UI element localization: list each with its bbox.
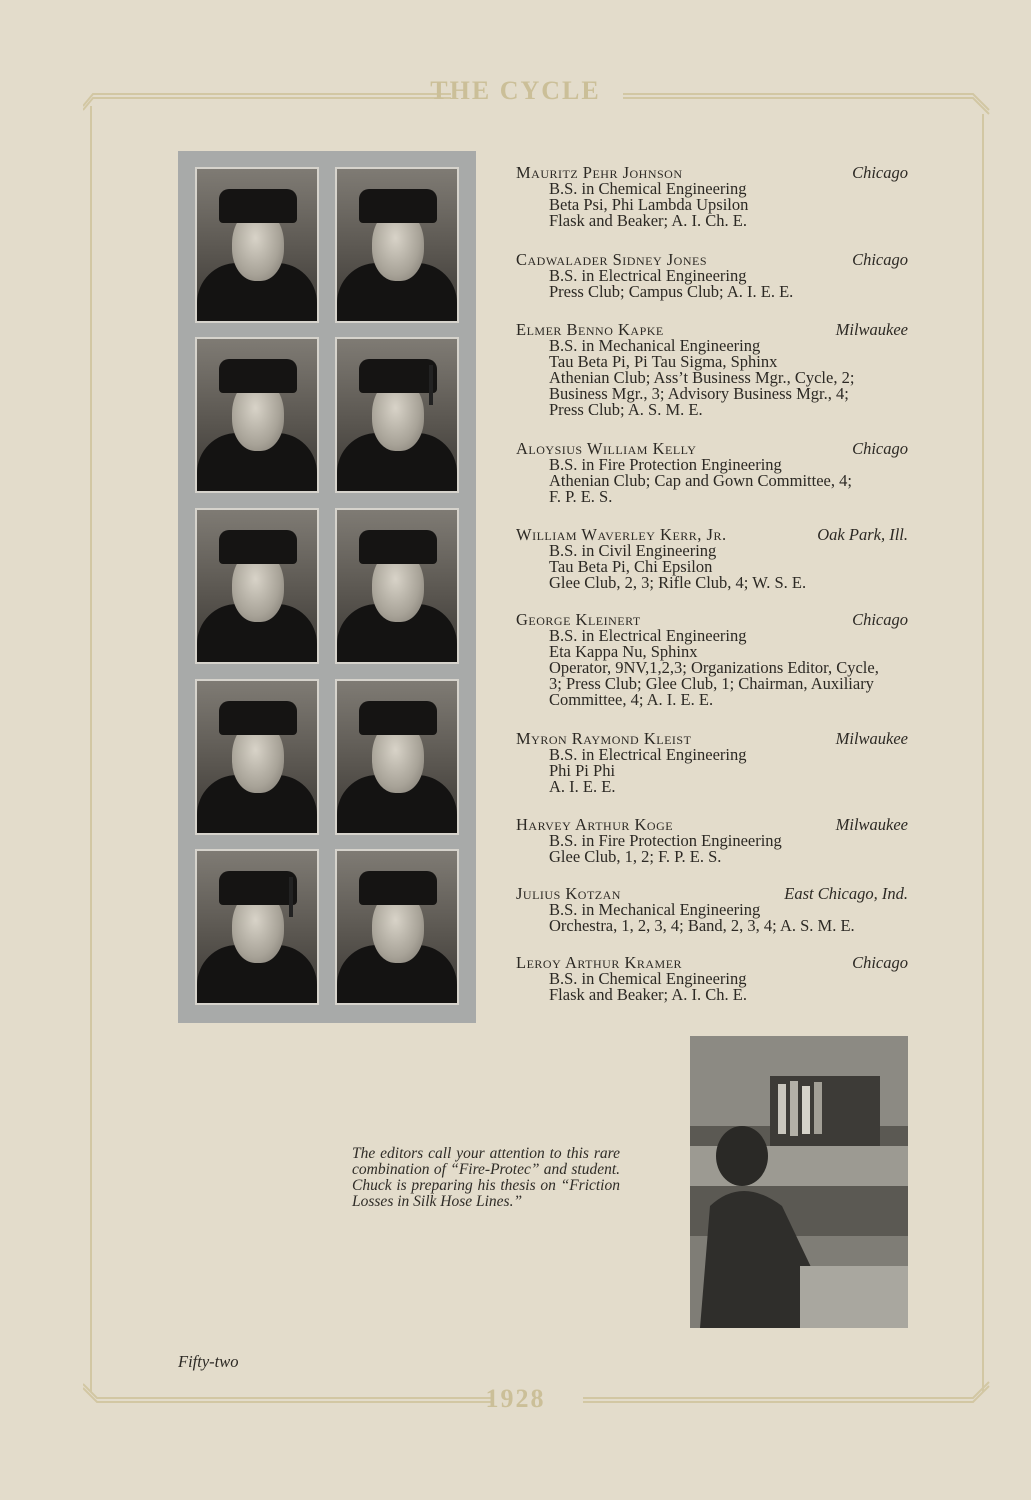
entry-kelly — [516, 440, 908, 505]
entry-city: Chicago — [852, 439, 908, 458]
portrait-kleinert — [335, 508, 459, 664]
entry-kapke — [516, 321, 908, 418]
entry-name: William Waverley Kerr, Jr. — [516, 525, 727, 544]
entry-city: Milwaukee — [835, 320, 908, 339]
entry-detail: Glee Club, 1, 2; F. P. E. S. — [549, 847, 722, 866]
portrait-johnson — [195, 167, 319, 323]
entry-kleist — [516, 730, 908, 795]
entry-city: Milwaukee — [835, 729, 908, 748]
entry-detail: B.S. in Civil Engineering — [549, 541, 717, 560]
portrait-kramer — [335, 849, 459, 1005]
entry-detail: B.S. in Chemical Engineering — [549, 969, 747, 988]
portrait-kotzan — [195, 849, 319, 1005]
entry-city: Chicago — [852, 610, 908, 629]
entry-detail: B.S. in Fire Protection Engineering — [549, 455, 782, 474]
entry-detail: B.S. in Mechanical Engineering — [549, 336, 761, 355]
entry-city: Oak Park, Ill. — [817, 525, 908, 544]
entry-name: Aloysius William Kelly — [516, 439, 697, 458]
entry-detail: Beta Psi, Phi Lambda Upsilon — [549, 195, 749, 214]
portrait-panel — [178, 151, 476, 1023]
entry-city: Chicago — [852, 163, 908, 182]
entry-detail: Phi Pi Phi — [549, 761, 616, 780]
page-footer-year: 1928 — [485, 1384, 546, 1413]
entry-detail: B.S. in Electrical Engineering — [549, 745, 747, 764]
entry-kotzan — [516, 885, 908, 934]
entry-name: Elmer Benno Kapke — [516, 320, 664, 339]
portrait-kleist — [195, 679, 319, 835]
entry-name: Cadwalader Sidney Jones — [516, 250, 708, 269]
entry-detail: B.S. in Electrical Engineering — [549, 626, 747, 645]
entry-koge — [516, 816, 908, 865]
photo-caption: The editors call your attention to this rare combination of “Fire-Protec” and student. Chuck is preparing his thesis on “Friction Losses in Silk Hose Lines.” — [352, 1145, 620, 1210]
entry-name: Leroy Arthur Kramer — [516, 953, 683, 972]
portrait-kerr — [195, 508, 319, 664]
entry-detail: Committee, 4; A. I. E. E. — [549, 690, 714, 709]
entry-detail: Business Mgr., 3; Advisory Business Mgr., 4; — [549, 384, 849, 403]
entry-detail: Tau Beta Pi, Pi Tau Sigma, Sphinx — [549, 352, 778, 371]
entry-detail: F. P. E. S. — [549, 487, 613, 506]
entry-detail: Press Club; A. S. M. E. — [549, 400, 703, 419]
entry-name: Myron Raymond Kleist — [516, 729, 692, 748]
portrait-kelly — [335, 337, 459, 493]
entry-name: George Kleinert — [516, 610, 641, 629]
entry-detail: Tau Beta Pi, Chi Epsilon — [549, 557, 713, 576]
entry-detail: B.S. in Fire Protection Engineering — [549, 831, 782, 850]
entry-name: Harvey Arthur Koge — [516, 815, 674, 834]
page-number: Fifty-two — [178, 1352, 239, 1371]
entry-detail: 3; Press Club; Glee Club, 1; Chairman, Auxiliary — [549, 674, 874, 693]
entry-detail: Operator, 9NV,1,2,3; Organizations Editor, Cycle, — [549, 658, 879, 677]
entry-city: Chicago — [852, 953, 908, 972]
entry-detail: Flask and Beaker; A. I. Ch. E. — [549, 211, 747, 230]
entry-detail: B.S. in Chemical Engineering — [549, 179, 747, 198]
page-header-title: THE CYCLE — [430, 76, 601, 105]
entry-city: East Chicago, Ind. — [784, 884, 908, 903]
entry-detail: A. I. E. E. — [549, 777, 616, 796]
entry-johnson — [516, 164, 908, 229]
entry-detail: Eta Kappa Nu, Sphinx — [549, 642, 698, 661]
entry-name: Julius Kotzan — [516, 884, 621, 903]
entry-kerr — [516, 526, 908, 591]
entry-detail: Glee Club, 2, 3; Rifle Club, 4; W. S. E. — [549, 573, 807, 592]
portrait-jones — [335, 167, 459, 323]
candid-photo — [690, 1036, 908, 1328]
entry-detail: Flask and Beaker; A. I. Ch. E. — [549, 985, 747, 1004]
entry-jones — [516, 251, 908, 300]
portrait-kapke — [195, 337, 319, 493]
entry-detail: B.S. in Mechanical Engineering — [549, 900, 761, 919]
entry-name: Mauritz Pehr Johnson — [516, 163, 683, 182]
entry-detail: Orchestra, 1, 2, 3, 4; Band, 2, 3, 4; A. S. M. E. — [549, 916, 855, 935]
entry-city: Chicago — [852, 250, 908, 269]
entry-detail: Athenian Club; Ass’t Business Mgr., Cycle, 2; — [549, 368, 855, 387]
entry-city: Milwaukee — [835, 815, 908, 834]
portrait-koge — [335, 679, 459, 835]
entry-kramer — [516, 954, 908, 1003]
entry-detail: Press Club; Campus Club; A. I. E. E. — [549, 282, 794, 301]
entry-detail: Athenian Club; Cap and Gown Committee, 4; — [549, 471, 852, 490]
entry-kleinert — [516, 611, 908, 708]
entry-detail: B.S. in Electrical Engineering — [549, 266, 747, 285]
